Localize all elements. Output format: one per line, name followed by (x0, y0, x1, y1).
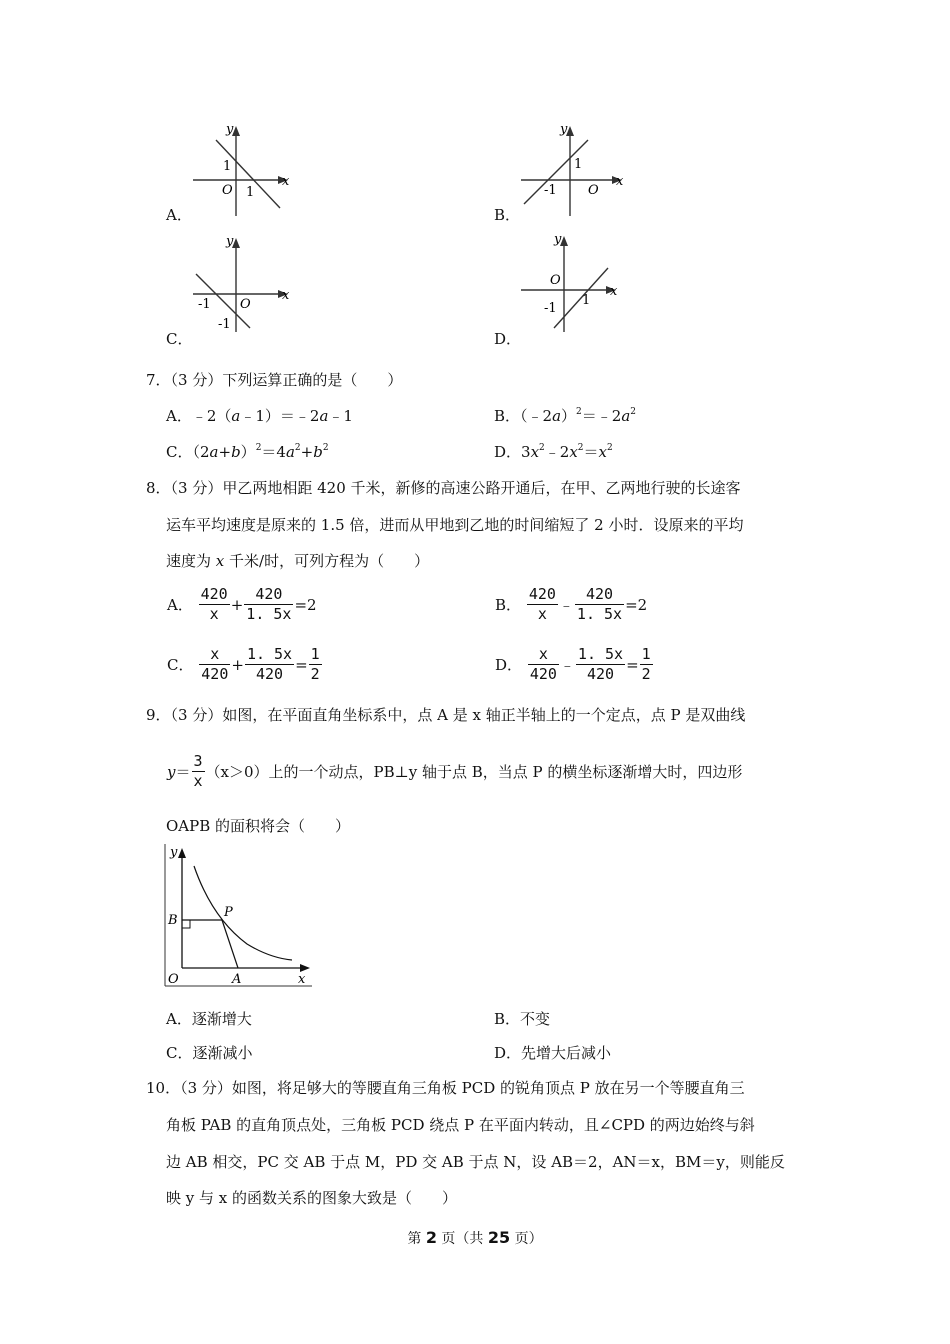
q9-line-3: OAPB 的面积将会（ ） (166, 817, 351, 835)
q7-stem: 7．（3 分）下列运算正确的是（ ） (146, 371, 403, 389)
q8-option-d: D． $\frac{x}{420}$ ﹣ $\frac{1. 5x}{420}$ = $\frac{1}{2}$ (495, 645, 651, 683)
origin-label: O (240, 297, 251, 312)
fraction: $\frac{x}{420}$ (201, 645, 229, 683)
x-label: x (282, 288, 290, 303)
q7-option-c: C．$(2a+b)^2=4a^2+b^2$ (166, 443, 329, 461)
q6-option-a-graph (190, 118, 300, 220)
fraction: $\frac{420}{1. 5x}$ (576, 585, 623, 623)
q10-line-2: 角板 PAB 的直角顶点处，三角板 PCD 绕点 P 在平面内转动，且∠CPD 的两边始终与斜 (166, 1116, 755, 1134)
q8-option-d-letter: D． (495, 656, 523, 674)
q6-option-d-letter: D． (494, 330, 522, 348)
fraction: $\frac{1}{2}$ (641, 645, 651, 683)
q7-option-d: D．$3x^2﹣2x^2=x^2$ (494, 443, 613, 461)
q8-option-b-letter: B． (495, 596, 522, 614)
point-p-label: P (224, 905, 233, 920)
x-intercept-label: -1 (198, 297, 211, 312)
q10-line-3: 边 AB 相交，PC 交 AB 于点 M，PD 交 AB 于点 N，设 AB＝2，AN＝x，BM＝y，则能反 (166, 1153, 785, 1171)
q6-option-b-graph (518, 118, 633, 220)
x-label: x (298, 972, 306, 987)
origin-label: O (168, 972, 179, 987)
hyperbola-curve (194, 866, 292, 960)
q6-option-b-letter: B． (494, 206, 521, 224)
x-intercept-label: 1 (246, 185, 255, 200)
q8-line-1: 8．（3 分）甲乙两地相距 420 千米，新修的高速公路开通后，在甲、乙两地行驶的长途客 (146, 479, 741, 497)
y-label: y (554, 232, 562, 247)
y-label: y (170, 845, 178, 860)
q7-option-a: A．﹣2（a﹣1）＝﹣2a﹣1 (166, 407, 353, 425)
fraction: $\frac{420}{1. 5x}$ (246, 585, 292, 623)
q10-line-1: 10．（3 分）如图，将足够大的等腰直角三角板 PCD 的锐角顶点 P 放在另一个等腰直角三 (146, 1079, 745, 1097)
q6-option-d-graph (518, 228, 633, 336)
y-label: y (226, 122, 234, 137)
q8-option-c: C． $\frac{x}{420}$ + $\frac{1. 5x}{420}$ = $\frac{1}{2}$ (167, 645, 320, 683)
x-intercept-label: -1 (544, 183, 557, 198)
graph-line (554, 268, 608, 328)
point-a-label: A (232, 972, 242, 987)
q9-option-a: A．逐渐增大 (166, 1010, 252, 1028)
q9-option-d: D．先增大后减小 (494, 1044, 612, 1062)
y-intercept-label: 1 (574, 157, 583, 172)
right-angle-mark (182, 920, 190, 928)
y-intercept-label: -1 (544, 301, 557, 316)
q6-option-c-letter: C． (166, 330, 193, 348)
y-intercept-label: -1 (218, 317, 231, 332)
origin-label: O (550, 273, 561, 288)
q8-line-2: 运车平均速度是原来的 1.5 倍，进而从甲地到乙地的时间缩短了 2 小时．设原来的平均 (166, 516, 744, 534)
total-pages: 25 (487, 1228, 511, 1247)
q9-line-1: 9．（3 分）如图，在平面直角坐标系中，点 A 是 x 轴正半轴上的一个定点，点 P 是双曲线 (146, 706, 746, 724)
q8-option-a-letter: A． (167, 596, 193, 614)
point-b-label: B (168, 913, 178, 928)
q9-option-c: C．逐渐减小 (166, 1044, 253, 1062)
fraction: $\frac{1. 5x}{420}$ (577, 645, 624, 683)
origin-label: O (588, 183, 599, 198)
x-label: x (282, 174, 290, 189)
page-number: 2 (425, 1228, 437, 1247)
x-label: x (616, 174, 624, 189)
y-label: y (226, 234, 234, 249)
q10-line-4: 映 y 与 x 的函数关系的图象大致是（ ） (166, 1189, 458, 1207)
x-arrow (300, 964, 310, 972)
fraction: $\frac{420}{x}$ (200, 585, 228, 623)
q6-option-a-letter: A． (166, 206, 192, 224)
fraction: $\frac{1. 5x}{420}$ (246, 645, 293, 683)
q9-line-2: y＝ $\frac{3}{x}$ （x＞0）上的一个动点，PB⊥y 轴于点 B，当点 P 的横坐标逐渐增大时，四边形 (167, 752, 743, 790)
q9-option-b: B．不变 (494, 1010, 551, 1028)
page-footer: 第 2 页（共 25 页） (407, 1228, 543, 1247)
x-intercept-label: 1 (582, 293, 591, 308)
q7-option-d-letter: D． (494, 443, 522, 461)
q7-option-c-letter: C． (166, 443, 193, 461)
origin-label: O (222, 183, 233, 198)
q8-option-b: B． $\frac{420}{x}$ ﹣ $\frac{420}{1. 5x}$ =2 (495, 585, 648, 623)
fraction: $\frac{420}{x}$ (528, 585, 556, 623)
y-intercept-label: 1 (223, 159, 232, 174)
q8-option-a: A． $\frac{420}{x}$ + $\frac{420}{1. 5x}$ =2 (167, 585, 317, 623)
q7-option-b-letter: B． (494, 407, 521, 425)
q8-line-3: 速度为 x 千米/时，可列方程为（ ） (166, 552, 430, 570)
y-label: y (560, 122, 568, 137)
segment-pa (222, 920, 238, 968)
q9-figure (162, 840, 320, 990)
q8-option-c-letter: C． (167, 656, 194, 674)
q7-option-a-letter: A． (166, 407, 192, 425)
fraction: $\frac{1}{2}$ (310, 645, 320, 683)
q7-option-b: B．$(﹣2a)^2=﹣2a^2$ (494, 407, 637, 425)
fraction: $\frac{x}{420}$ (529, 645, 557, 683)
fraction: $\frac{3}{x}$ (193, 752, 203, 790)
x-label: x (610, 284, 618, 299)
y-arrow (178, 848, 186, 858)
q6-option-c-graph (190, 230, 300, 336)
